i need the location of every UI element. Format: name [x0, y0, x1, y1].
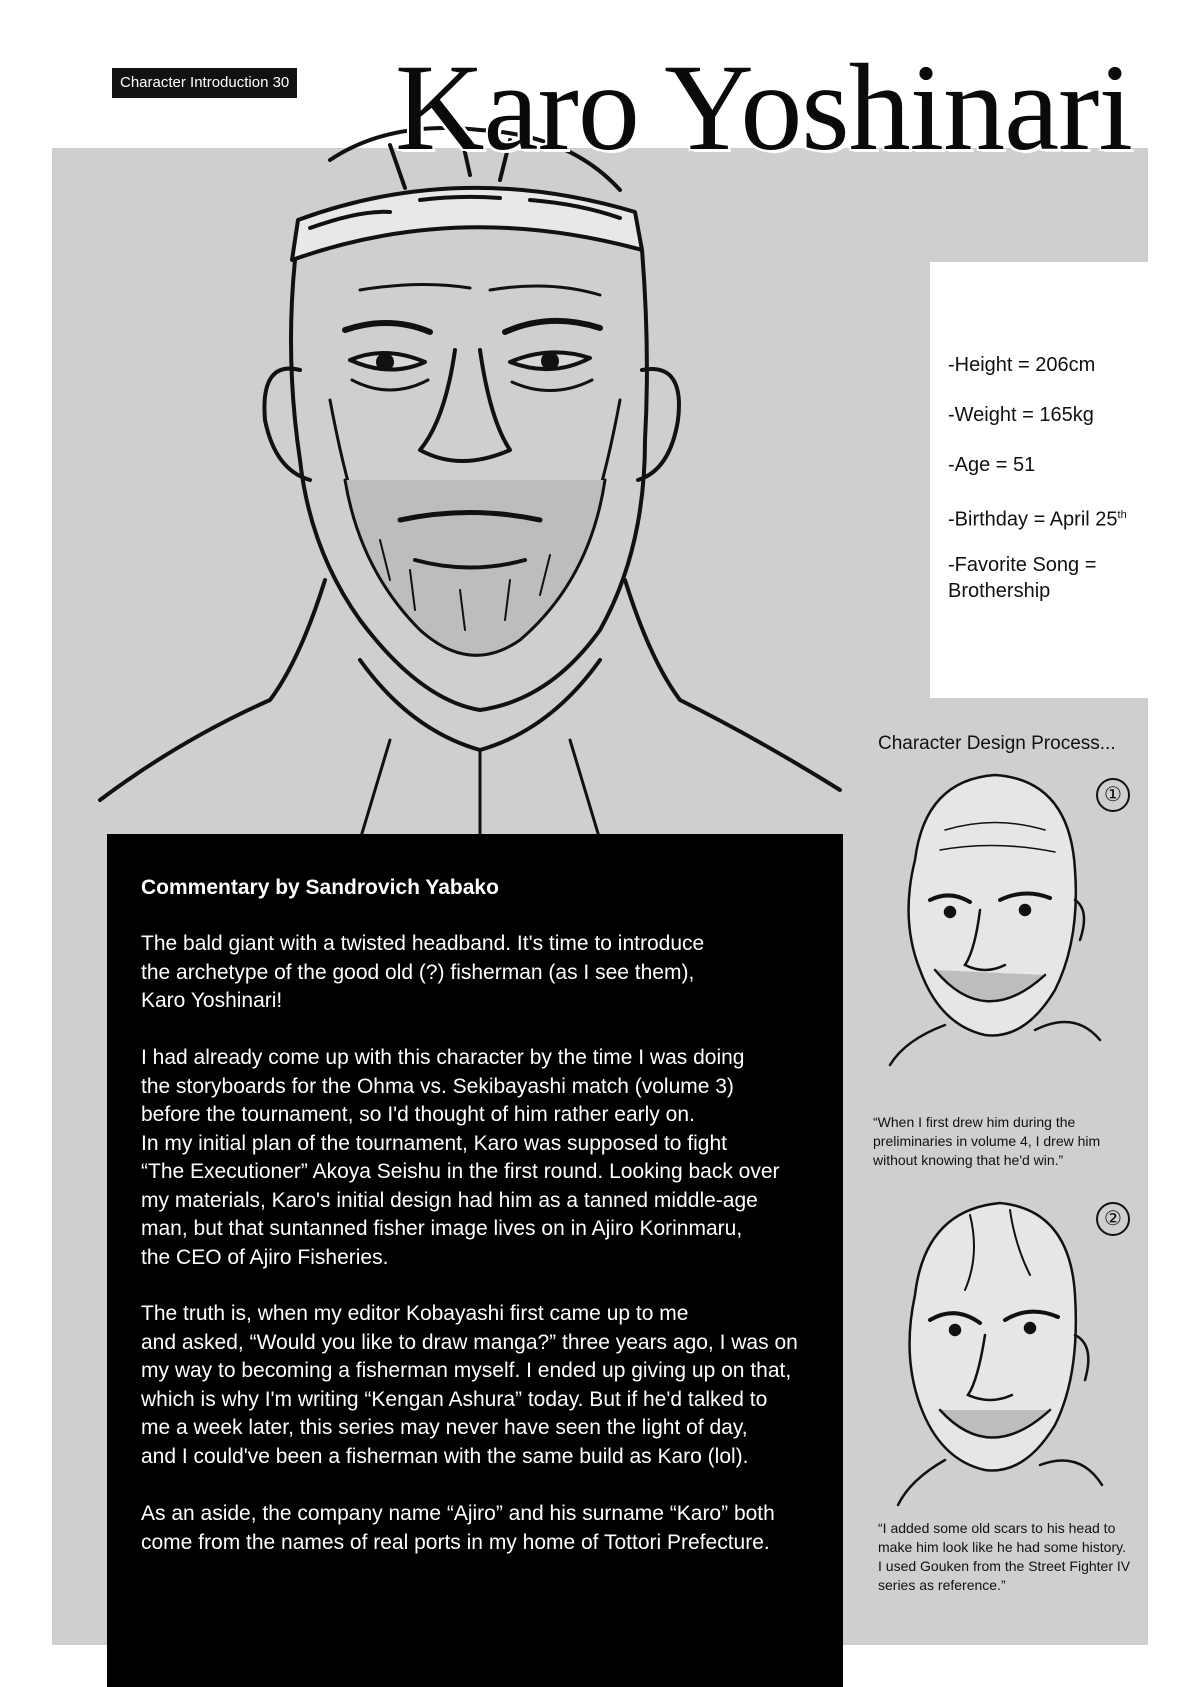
stat-favorite-song: [948, 552, 1143, 604]
design-caption-2: “I added some old scars to his head to make him look like he had some history. I used Gouken from the Street Fighter IV series as reference.”: [878, 1520, 1131, 1593]
character-name-title: Karo Yoshinari: [395, 39, 1132, 176]
commentary-heading: Commentary by Sandrovich Yabako: [141, 876, 499, 899]
character-introduction-badge: Character Introduction 30: [112, 68, 297, 98]
commentary-paragraph-1: The bald giant with a twisted headband. It's time to introduce the archetype of the good old (?) fisherman (as I see them), Karo Yoshinari!: [141, 932, 705, 1012]
stat-birthday-text: -Birthday = April 25: [948, 508, 1118, 531]
commentary-paragraph-2: I had already come up with this character by the time I was doing the storyboards for the Ohma vs. Sekibayashi match (volume 3) before the tournament, so I'd thought of him rather early on. In my initial plan of the tournament, Karo was supposed to fight “The Executioner” Akoya Seishu in the first round. Looking back over my materials, Karo's initial design had him as a tanned middle-age man, but that suntanned fisher image lives on in Ajiro Korinmaru, the CEO of Ajiro Fisheries.: [141, 1046, 780, 1269]
step-1-number: ①: [1096, 778, 1130, 812]
stat-birthday-suffix: th: [1117, 509, 1127, 521]
stat-height: -Height = 206cm: [948, 354, 1096, 376]
stat-song-label: -Favorite Song =: [948, 554, 1097, 576]
commentary-paragraph-4: As an aside, the company name “Ajiro” and his surname “Karo” both come from the names of real ports in my home of Tottori Prefecture.: [141, 1502, 775, 1554]
step-2-number: ②: [1096, 1202, 1130, 1236]
stat-weight: -Weight = 165kg: [948, 404, 1094, 426]
stat-age: -Age = 51: [948, 454, 1036, 476]
stats-box: [930, 262, 1148, 698]
karo-portrait-illustration: [60, 100, 860, 840]
design-caption-1: “When I first drew him during the preliminaries in volume 4, I drew him without knowing that he'd win.”: [873, 1114, 1101, 1168]
design-process-label: Character Design Process...: [878, 733, 1116, 754]
commentary-box: [107, 834, 843, 1687]
stat-song-value: Brothership: [948, 580, 1051, 602]
design-sketch-2: [890, 1195, 1105, 1510]
commentary-paragraph-3: The truth is, when my editor Kobayashi first came up to me and asked, “Would you like to draw manga?” three years ago, I was on my way to becoming a fisherman myself. I ended up giving up on that, which is why I'm writing “Kengan Ashura” today. But if he'd talked to me a week later, this series may never have seen the light of day, and I could've been a fisherman with the same build as Karo (lol).: [141, 1302, 798, 1468]
stat-birthday: [948, 502, 1143, 533]
design-sketch-1: [885, 770, 1105, 1070]
